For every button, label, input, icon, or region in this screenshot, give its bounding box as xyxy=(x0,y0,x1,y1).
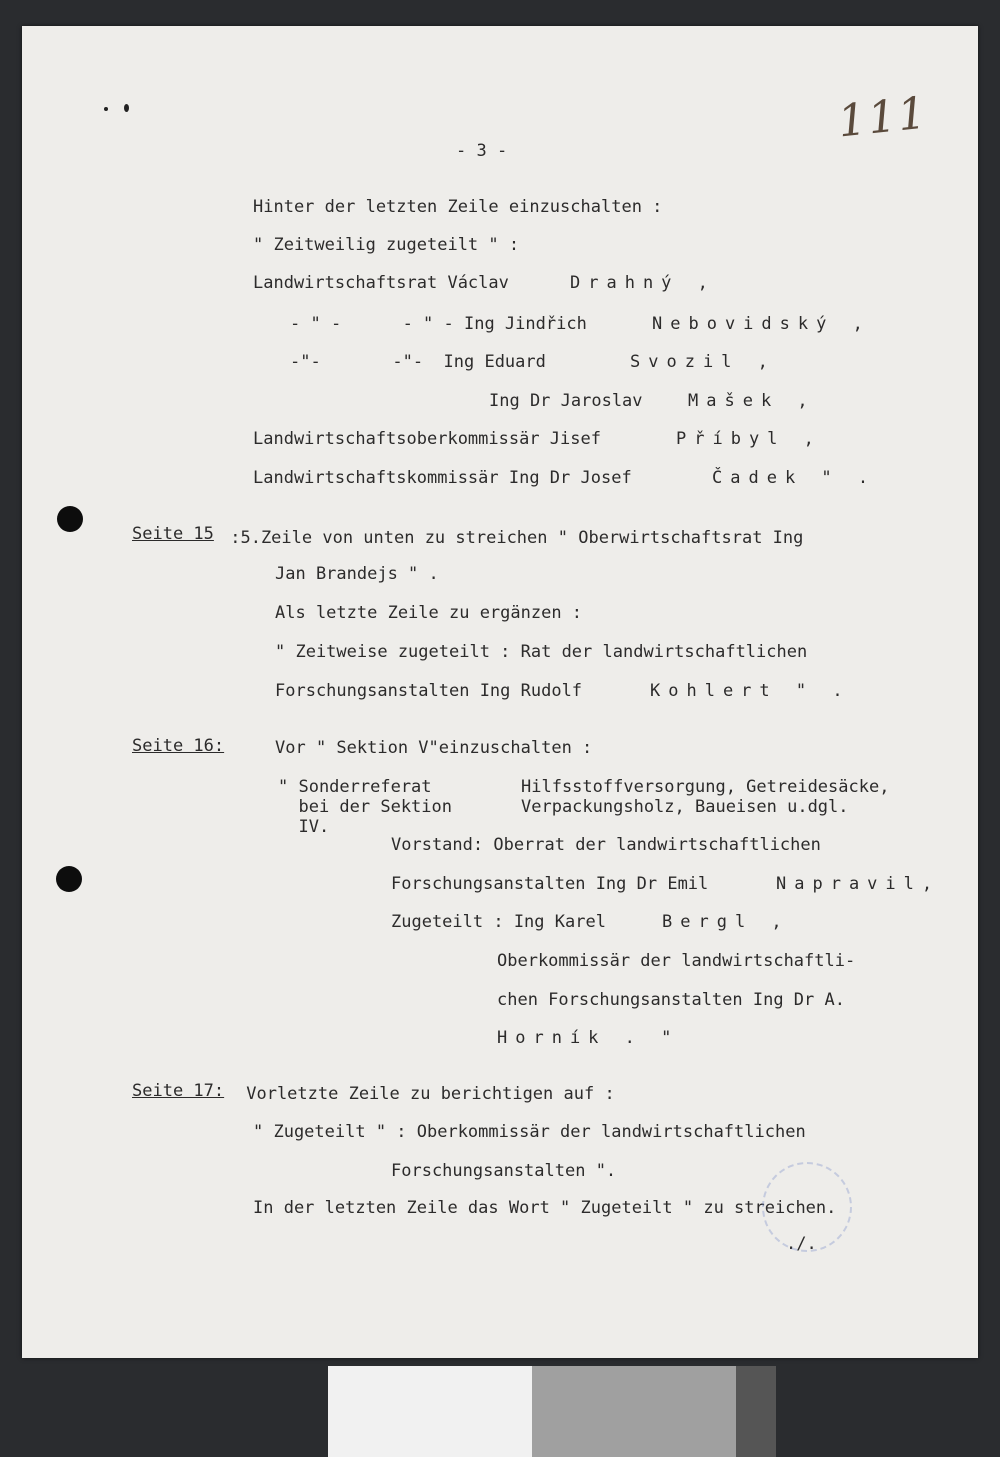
seite16-line: chen Forschungsanstalten Ing Dr A. xyxy=(497,990,845,1010)
seite16-line: Oberkommissär der landwirtschaftli- xyxy=(497,951,856,971)
seite16-name: Napravil, xyxy=(776,874,941,894)
seite17-line: " Zugeteilt " : Oberkommissär der landwirtschaftlichen xyxy=(253,1122,806,1142)
intro-line: Hinter der letzten Zeile einzuschalten : xyxy=(253,197,663,217)
calibration-patch-gray xyxy=(532,1366,736,1457)
seite16-name: Bergl , xyxy=(662,912,790,932)
seite17-line: Vorletzte Zeile zu berichtigen auf : xyxy=(236,1084,615,1104)
name-line-name: Mašek , xyxy=(688,391,816,411)
seite15-name: Kohlert " . xyxy=(650,681,851,701)
faded-stamp xyxy=(762,1162,852,1252)
seite16-left-column: " Sonderreferat bei der Sektion IV. xyxy=(278,777,452,837)
name-line-title: - " - - " - Ing Jindřich xyxy=(290,314,587,334)
seite15-line: Forschungsanstalten Ing Rudolf xyxy=(275,681,583,701)
seite16-line: Forschungsanstalten Ing Dr Emil xyxy=(391,874,709,894)
name-line-title: Landwirtschaftsrat Václav xyxy=(253,273,509,293)
seite17-line: Forschungsanstalten ". xyxy=(391,1161,617,1181)
seite15-line: :5.Zeile von unten zu streichen " Oberwirtschaftsrat Ing xyxy=(220,528,804,548)
seite15-line: " Zeitweise zugeteilt : Rat der landwirtschaftlichen xyxy=(275,642,808,662)
seite15-line: Als letzte Zeile zu ergänzen : xyxy=(275,603,583,623)
seite16-right-column: Hilfsstoffversorgung, Getreidesäcke, Verpackungsholz, Baueisen u.dgl. xyxy=(521,777,890,817)
handwritten-folio-number: 111 xyxy=(835,87,931,148)
punch-hole xyxy=(57,506,83,532)
section-label-seite-15: Seite 15 xyxy=(132,524,214,544)
continuation-mark: ./. xyxy=(786,1234,817,1254)
ink-speck xyxy=(104,107,108,111)
seite16-line: Zugeteilt : Ing Karel xyxy=(391,912,606,932)
name-line-title: Landwirtschaftskommissär Ing Dr Josef xyxy=(253,468,632,488)
section-label-seite-16: Seite 16: xyxy=(132,736,225,756)
name-line-title: Ing Dr Jaroslav xyxy=(489,391,643,411)
name-line-name: Nebovidský , xyxy=(652,314,871,334)
quote-line: " Zeitweilig zugeteilt " : xyxy=(253,235,520,255)
seite15-line: Jan Brandejs " . xyxy=(275,564,439,584)
seite17-line: In der letzten Zeile das Wort " Zugeteilt " zu streichen. xyxy=(253,1198,837,1218)
name-line-name: Drahný , xyxy=(570,273,716,293)
seite16-line: Vorstand: Oberrat der landwirtschaftlichen xyxy=(391,835,821,855)
section-label-seite-17: Seite 17: xyxy=(132,1081,225,1101)
seite16-line: Vor " Sektion V"einzuschalten : xyxy=(275,738,593,758)
name-line-title: -"- -"- Ing Eduard xyxy=(290,352,546,372)
calibration-patch-white xyxy=(328,1366,532,1457)
calibration-patch-dark xyxy=(736,1366,776,1457)
punch-hole xyxy=(56,866,82,892)
name-line-name: Příbyl , xyxy=(676,429,822,449)
page-number: - 3 - xyxy=(456,141,508,161)
seite16-name: Horník . " xyxy=(497,1028,680,1048)
name-line-title: Landwirtschaftsoberkommissär Jisef xyxy=(253,429,601,449)
name-line-name: Čadek " . xyxy=(712,468,877,488)
ink-speck xyxy=(124,104,129,112)
name-line-name: Svozil , xyxy=(630,352,776,372)
